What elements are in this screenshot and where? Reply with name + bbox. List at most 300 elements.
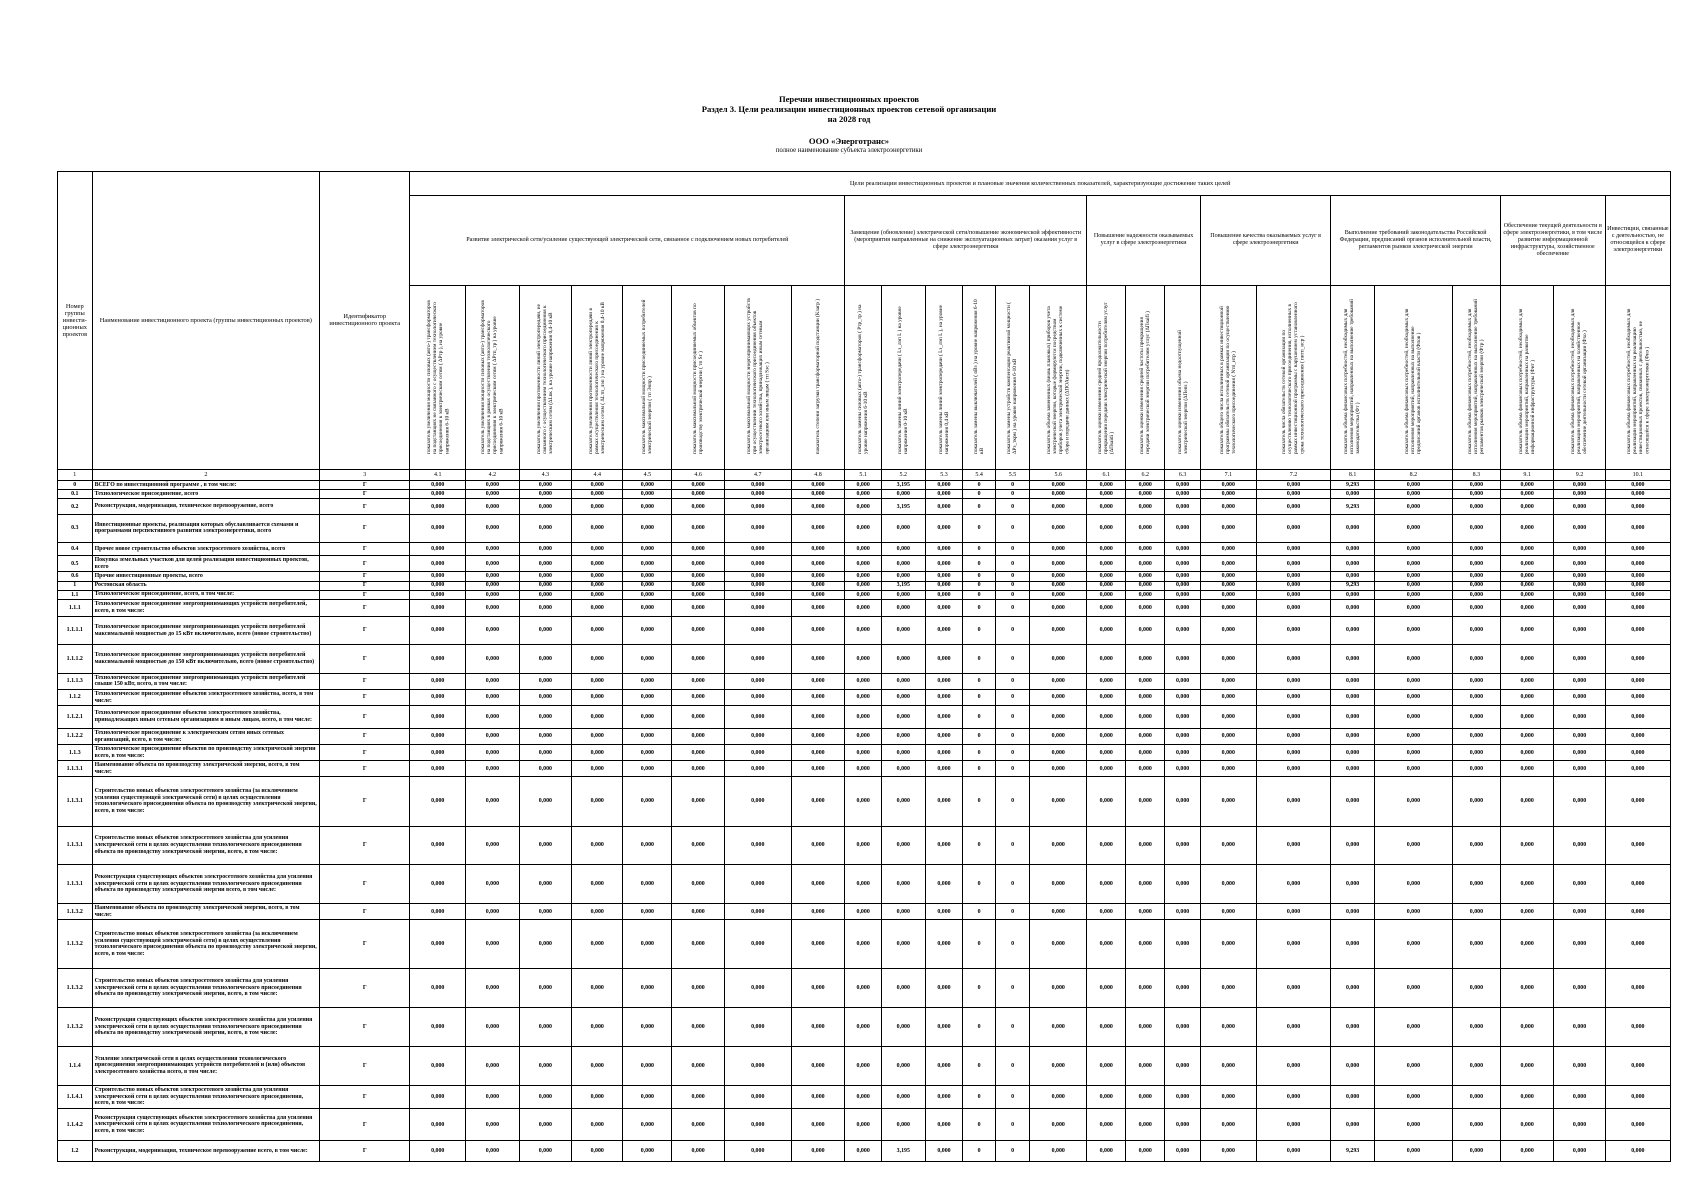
value-cell: 0,000 xyxy=(1087,590,1126,599)
value-cell: 0,000 xyxy=(791,920,845,969)
value-cell: 0,000 xyxy=(572,645,623,674)
value-cell: 0 xyxy=(995,865,1030,904)
value-cell: 0,000 xyxy=(724,599,791,616)
value-cell: 0,000 xyxy=(845,1141,882,1162)
value-cell: 0,000 xyxy=(1030,777,1087,826)
row-identifier: Г xyxy=(320,673,410,689)
header-sub-cell xyxy=(995,286,1030,470)
value-cell: 0,000 xyxy=(1165,1085,1201,1109)
table-row xyxy=(58,761,1671,777)
value-cell: 0,000 xyxy=(1452,490,1500,499)
value-cell: 0,000 xyxy=(845,904,882,920)
header-sub-label: показатель объема финансовых потребностей, необходимых для исполнения мероприятий, направленных на выполнение требований регламентов рынков электрической энергии (Фтр ) xyxy=(1467,299,1486,455)
table-row xyxy=(58,515,1671,542)
value-cell: 0,000 xyxy=(466,673,520,689)
value-cell: 0,000 xyxy=(1200,761,1256,777)
value-cell: 0,000 xyxy=(1554,745,1605,761)
value-cell: 0 xyxy=(963,706,995,729)
row-number: 1.1.3.2 xyxy=(58,904,93,920)
value-cell: 0 xyxy=(963,499,995,515)
value-cell: 0 xyxy=(963,728,995,744)
row-identifier: Г xyxy=(320,865,410,904)
value-cell: 0,000 xyxy=(466,645,520,674)
value-cell: 0,000 xyxy=(791,490,845,499)
value-cell: 0,000 xyxy=(623,706,672,729)
value-cell: 0,000 xyxy=(1500,689,1554,705)
value-cell: 0,000 xyxy=(1165,728,1201,744)
value-cell: 0 xyxy=(995,1085,1030,1109)
investment-goals-table xyxy=(57,171,1671,1162)
value-cell: 0,000 xyxy=(724,689,791,705)
table-row xyxy=(58,1109,1671,1141)
table-row xyxy=(58,920,1671,969)
value-cell: 0,000 xyxy=(724,1141,791,1162)
value-cell: 0 xyxy=(995,599,1030,616)
header-sub-cell xyxy=(925,286,963,470)
value-cell: 0,000 xyxy=(1605,706,1670,729)
value-cell: 0,000 xyxy=(724,645,791,674)
value-cell: 0,000 xyxy=(623,969,672,1008)
value-cell: 0,000 xyxy=(1605,599,1670,616)
value-cell: 0,000 xyxy=(1452,556,1500,572)
value-cell: 0,000 xyxy=(672,673,724,689)
value-cell: 0,000 xyxy=(1605,1046,1670,1085)
value-cell: 0,000 xyxy=(791,761,845,777)
value-cell: 0,000 xyxy=(519,556,571,572)
row-number: 1.2 xyxy=(58,1141,93,1162)
row-name: Реконструкция существующих объектов электросетевого хозяйства для усиления электрической сети в целях осуществления технологического присоединения, всего, в том числе: xyxy=(92,1109,320,1141)
value-cell: 0,000 xyxy=(1452,599,1500,616)
value-cell: 0,000 xyxy=(1331,1008,1374,1047)
value-cell: 0,000 xyxy=(1126,542,1165,556)
value-cell: 0,000 xyxy=(572,581,623,590)
value-cell: 0,000 xyxy=(724,1008,791,1047)
header-sub-label: показатель объема финансовых потребностей, необходимых для реализации мероприятий, направленных на хозяйственное обеспечение деятельности сетевой организации (Фхо ) xyxy=(1570,308,1589,455)
value-cell: 0,000 xyxy=(1165,1008,1201,1047)
row-name: Технологическое присоединение объектов электросетевого хозяйства, принадлежащих иным сетевым организациям и иным лицам, всего, в том числе: xyxy=(92,706,320,729)
value-cell: 0,000 xyxy=(1605,761,1670,777)
value-cell: 0 xyxy=(963,673,995,689)
table-row xyxy=(58,556,1671,572)
value-cell: 0,000 xyxy=(1331,616,1374,645)
value-cell: 0,000 xyxy=(882,728,925,744)
value-cell: 0,000 xyxy=(466,616,520,645)
row-name: Реконструкция, модернизация, техническое перевооружение всего, в том числе: xyxy=(92,1141,320,1162)
value-cell: 0,000 xyxy=(623,599,672,616)
value-cell: 0,000 xyxy=(925,777,963,826)
value-cell: 0,000 xyxy=(466,706,520,729)
value-cell: 0,000 xyxy=(791,745,845,761)
value-cell: 0,000 xyxy=(1087,1008,1126,1047)
value-cell: 0,000 xyxy=(845,673,882,689)
value-cell: 0,000 xyxy=(1605,728,1670,744)
value-cell: 0,000 xyxy=(1165,745,1201,761)
value-cell: 0,000 xyxy=(1554,920,1605,969)
value-cell: 0,000 xyxy=(466,728,520,744)
value-cell: 0,000 xyxy=(1087,1046,1126,1085)
value-cell: 0,000 xyxy=(1374,1046,1452,1085)
value-cell: 0,000 xyxy=(724,1085,791,1109)
row-name: Наименование объекта по производству электрической энергии, всего, в том числе: xyxy=(92,761,320,777)
value-cell: 0,000 xyxy=(466,904,520,920)
value-cell: 0,000 xyxy=(466,599,520,616)
column-number: 5.5 xyxy=(995,469,1030,480)
value-cell: 0,000 xyxy=(623,490,672,499)
value-cell: 0,000 xyxy=(519,490,571,499)
header-sub-label: показатель объема финансовых потребностей, необходимых для исполнения мероприятий, направленных на выполнение требований законодательства (Фт ) xyxy=(1343,299,1362,455)
value-cell: 0,000 xyxy=(1087,761,1126,777)
value-cell: 0,000 xyxy=(1452,645,1500,674)
value-cell: 0,000 xyxy=(1605,616,1670,645)
value-cell: 0,000 xyxy=(882,761,925,777)
value-cell: 0,000 xyxy=(1087,645,1126,674)
value-cell: 0,000 xyxy=(925,542,963,556)
row-number: 1.1.3 xyxy=(58,745,93,761)
value-cell: 0,000 xyxy=(1126,1141,1165,1162)
value-cell: 0 xyxy=(995,1046,1030,1085)
value-cell: 0,000 xyxy=(572,1109,623,1141)
value-cell: 0,000 xyxy=(1452,865,1500,904)
row-name: Покупка земельных участков для целей реализации инвестиционных проектов, всего xyxy=(92,556,320,572)
value-cell: 0,000 xyxy=(845,920,882,969)
value-cell: 0,000 xyxy=(925,1046,963,1085)
value-cell: 0,000 xyxy=(724,1046,791,1085)
value-cell: 0,000 xyxy=(1331,706,1374,729)
value-cell: 0,000 xyxy=(1165,761,1201,777)
value-cell: 0 xyxy=(963,689,995,705)
header-sub-cell xyxy=(1452,286,1500,470)
value-cell: 0,000 xyxy=(1374,826,1452,865)
value-cell: 0,000 xyxy=(672,826,724,865)
value-cell: 0,000 xyxy=(519,920,571,969)
value-cell: 0,000 xyxy=(519,590,571,599)
value-cell: 0,000 xyxy=(672,745,724,761)
value-cell: 0,000 xyxy=(1374,499,1452,515)
value-cell: 0,000 xyxy=(791,904,845,920)
value-cell: 0,000 xyxy=(724,865,791,904)
value-cell: 0,000 xyxy=(1554,1008,1605,1047)
value-cell: 0,000 xyxy=(1087,728,1126,744)
value-cell: 0,000 xyxy=(1605,556,1670,572)
value-cell: 0,000 xyxy=(466,865,520,904)
value-cell: 0,000 xyxy=(672,689,724,705)
value-cell: 0,000 xyxy=(845,616,882,645)
value-cell: 0,000 xyxy=(1030,515,1087,542)
value-cell: 0,000 xyxy=(791,572,845,581)
header-sub-cell xyxy=(1331,286,1374,470)
column-number: 8.1 xyxy=(1331,469,1374,480)
value-cell: 9,293 xyxy=(1331,1141,1374,1162)
value-cell: 0,000 xyxy=(1605,515,1670,542)
value-cell: 0,000 xyxy=(1256,481,1331,490)
header-sub-cell xyxy=(1256,286,1331,470)
value-cell: 0,000 xyxy=(1165,490,1201,499)
value-cell: 0,000 xyxy=(1374,689,1452,705)
value-cell: 0,000 xyxy=(1452,777,1500,826)
header-sub-cell xyxy=(1200,286,1256,470)
value-cell: 0,000 xyxy=(572,1085,623,1109)
value-cell: 0,000 xyxy=(1452,728,1500,744)
value-cell: 0 xyxy=(995,920,1030,969)
value-cell: 0,000 xyxy=(1331,542,1374,556)
value-cell: 0,000 xyxy=(1374,590,1452,599)
value-cell: 0,000 xyxy=(1605,865,1670,904)
table-row xyxy=(58,826,1671,865)
value-cell: 0 xyxy=(995,645,1030,674)
value-cell: 0 xyxy=(995,673,1030,689)
value-cell: 0,000 xyxy=(1126,1008,1165,1047)
value-cell: 0,000 xyxy=(1452,1141,1500,1162)
value-cell: 0,000 xyxy=(925,865,963,904)
value-cell: 0,000 xyxy=(1500,572,1554,581)
value-cell: 0,000 xyxy=(410,706,466,729)
value-cell: 0,000 xyxy=(1087,490,1126,499)
value-cell: 0,000 xyxy=(623,581,672,590)
value-cell: 0,000 xyxy=(1605,645,1670,674)
header-sub-label: показатель замены силовых (авто-) трансформаторов ( Ртр_тр ) на уровне напряжения 6-10 кВ xyxy=(857,304,870,455)
value-cell: 0,000 xyxy=(672,1085,724,1109)
value-cell: 0,000 xyxy=(845,745,882,761)
value-cell: 0,000 xyxy=(572,777,623,826)
value-cell: 0,000 xyxy=(1087,689,1126,705)
value-cell: 0,000 xyxy=(1087,920,1126,969)
value-cell: 0,000 xyxy=(1331,1046,1374,1085)
value-cell: 0,000 xyxy=(1200,673,1256,689)
column-number: 5.1 xyxy=(845,469,882,480)
value-cell: 3,195 xyxy=(882,499,925,515)
value-cell: 0,000 xyxy=(623,481,672,490)
value-cell: 0,000 xyxy=(1087,1109,1126,1141)
value-cell: 0,000 xyxy=(1200,490,1256,499)
value-cell: 0,000 xyxy=(572,904,623,920)
table-row xyxy=(58,865,1671,904)
value-cell: 0,000 xyxy=(672,515,724,542)
value-cell: 0,000 xyxy=(1554,581,1605,590)
value-cell: 0,000 xyxy=(410,515,466,542)
value-cell: 0,000 xyxy=(1256,969,1331,1008)
table-row xyxy=(58,599,1671,616)
value-cell: 0,000 xyxy=(791,826,845,865)
value-cell: 0,000 xyxy=(623,616,672,645)
value-cell: 0,000 xyxy=(1256,865,1331,904)
value-cell: 0,000 xyxy=(1452,689,1500,705)
value-cell: 0,000 xyxy=(724,920,791,969)
table-row xyxy=(58,590,1671,599)
value-cell: 0,000 xyxy=(1500,599,1554,616)
column-number: 6.3 xyxy=(1165,469,1201,480)
value-cell: 0,000 xyxy=(466,1109,520,1141)
value-cell: 0,000 xyxy=(925,1141,963,1162)
value-cell: 0,000 xyxy=(466,1141,520,1162)
value-cell: 0,000 xyxy=(466,1046,520,1085)
value-cell: 0,000 xyxy=(791,673,845,689)
value-cell: 0,000 xyxy=(466,581,520,590)
row-number: 0.4 xyxy=(58,542,93,556)
value-cell: 0,000 xyxy=(572,865,623,904)
value-cell: 0,000 xyxy=(1331,969,1374,1008)
value-cell: 0,000 xyxy=(1256,556,1331,572)
header-group-4: Повышение качества оказываемых услуг в сфере электроэнергетики xyxy=(1200,195,1330,285)
value-cell: 0,000 xyxy=(1500,645,1554,674)
value-cell: 0,000 xyxy=(623,1109,672,1141)
value-cell: 0,000 xyxy=(672,761,724,777)
value-cell: 0 xyxy=(963,1141,995,1162)
value-cell: 0,000 xyxy=(845,865,882,904)
row-name: Технологическое присоединение, всего xyxy=(92,490,320,499)
value-cell: 0,000 xyxy=(410,920,466,969)
value-cell: 0,000 xyxy=(1605,826,1670,865)
row-identifier: Г xyxy=(320,1141,410,1162)
value-cell: 0,000 xyxy=(1256,920,1331,969)
value-cell: 0,000 xyxy=(1374,581,1452,590)
value-cell: 0,000 xyxy=(623,689,672,705)
value-cell: 0,000 xyxy=(519,728,571,744)
value-cell: 0,000 xyxy=(1200,706,1256,729)
value-cell: 0,000 xyxy=(791,556,845,572)
row-identifier: Г xyxy=(320,826,410,865)
title-line-1: Перечни инвестиционных проектов xyxy=(778,94,920,104)
value-cell: 0,000 xyxy=(1500,581,1554,590)
header-sub-cell xyxy=(845,286,882,470)
header-sub-cell xyxy=(882,286,925,470)
row-number: 1.1.3.2 xyxy=(58,920,93,969)
value-cell: 0,000 xyxy=(1374,556,1452,572)
value-cell: 0,000 xyxy=(724,777,791,826)
value-cell: 0,000 xyxy=(519,826,571,865)
value-cell: 0,000 xyxy=(845,515,882,542)
value-cell: 0,000 xyxy=(1087,1141,1126,1162)
value-cell: 0,000 xyxy=(1452,904,1500,920)
value-cell: 0,000 xyxy=(1030,581,1087,590)
header-sub-cell xyxy=(672,286,724,470)
title-line-3: на 2028 год xyxy=(827,114,871,124)
column-number: 8.2 xyxy=(1374,469,1452,480)
value-cell: 0,000 xyxy=(1165,572,1201,581)
header-sub-cell xyxy=(1126,286,1165,470)
value-cell: 0,000 xyxy=(1087,706,1126,729)
value-cell: 0,000 xyxy=(623,645,672,674)
value-cell: 0,000 xyxy=(1087,572,1126,581)
value-cell: 0,000 xyxy=(925,745,963,761)
value-cell: 0,000 xyxy=(623,777,672,826)
value-cell: 0,000 xyxy=(1256,673,1331,689)
value-cell: 0,000 xyxy=(1030,542,1087,556)
value-cell: 0,000 xyxy=(466,590,520,599)
value-cell: 0,000 xyxy=(1374,777,1452,826)
value-cell: 0,000 xyxy=(882,515,925,542)
value-cell: 0,000 xyxy=(845,1085,882,1109)
value-cell: 0,000 xyxy=(572,616,623,645)
value-cell: 0,000 xyxy=(925,490,963,499)
value-cell: 0 xyxy=(995,481,1030,490)
value-cell: 0,000 xyxy=(1500,728,1554,744)
value-cell: 0,000 xyxy=(1030,689,1087,705)
row-identifier: Г xyxy=(320,969,410,1008)
header-sub-label: показатель объема финансовых потребностей, необходимых для исполнения мероприятий, направленных на выполнение предписаний органов исполнительной власти (Фпов ) xyxy=(1404,308,1423,455)
value-cell: 0,000 xyxy=(1126,706,1165,729)
value-cell: 0,000 xyxy=(1200,904,1256,920)
value-cell: 0,000 xyxy=(1554,572,1605,581)
value-cell: 0,000 xyxy=(1452,1109,1500,1141)
row-identifier: Г xyxy=(320,616,410,645)
value-cell: 0 xyxy=(963,515,995,542)
value-cell: 0,000 xyxy=(882,599,925,616)
value-cell: 0,000 xyxy=(466,920,520,969)
value-cell: 0,000 xyxy=(1331,777,1374,826)
value-cell: 0,000 xyxy=(1374,1141,1452,1162)
value-cell: 0,000 xyxy=(1200,1109,1256,1141)
value-cell: 0,000 xyxy=(519,1046,571,1085)
value-cell: 0,000 xyxy=(1452,706,1500,729)
table-row xyxy=(58,645,1671,674)
value-cell: 0,000 xyxy=(1200,572,1256,581)
value-cell: 0,000 xyxy=(845,599,882,616)
value-cell: 0,000 xyxy=(1605,689,1670,705)
value-cell: 0,000 xyxy=(1200,865,1256,904)
value-cell: 0,000 xyxy=(1452,616,1500,645)
value-cell: 0,000 xyxy=(1256,826,1331,865)
table-row xyxy=(58,572,1671,581)
value-cell: 0 xyxy=(963,645,995,674)
value-cell: 0 xyxy=(995,728,1030,744)
row-identifier: Г xyxy=(320,572,410,581)
value-cell: 0,000 xyxy=(882,904,925,920)
header-group-5: Выполнение требований законодательства Российской Федерации, предписаний органов исполнительной власти, регламентов рынков электрической энергии xyxy=(1331,195,1501,285)
value-cell: 0,000 xyxy=(519,745,571,761)
header-sub-label: показатель максимальной мощности энергопринимающих устройств при осуществлении технологического присоединения объектов электросетевого хозяйства, принадлежащих иным сетевым организациям или иным лицам ( тп Sэс ) xyxy=(745,298,770,455)
value-cell: 0,000 xyxy=(1605,581,1670,590)
value-cell: 0,000 xyxy=(1331,865,1374,904)
value-cell: 0,000 xyxy=(1200,556,1256,572)
value-cell: 0,000 xyxy=(724,761,791,777)
value-cell: 0,000 xyxy=(791,728,845,744)
value-cell: 0,000 xyxy=(882,865,925,904)
value-cell: 0,000 xyxy=(791,645,845,674)
value-cell: 0,000 xyxy=(1554,590,1605,599)
header-sub-label: показатель оценки изменения средней продолжительности прекращения передачи электрической энергии потребителям услуг (ΔПsaidi ) xyxy=(1097,302,1116,455)
value-cell: 0,000 xyxy=(572,481,623,490)
value-cell: 0,000 xyxy=(1452,572,1500,581)
header-sub-label: показатель оценки изменения объема недоотпущенной электрической энергии (ΔПens ) xyxy=(1176,330,1189,455)
value-cell: 0,000 xyxy=(1165,1109,1201,1141)
value-cell: 0,000 xyxy=(1500,969,1554,1008)
value-cell: 0,000 xyxy=(1605,572,1670,581)
value-cell: 0,000 xyxy=(1452,542,1500,556)
value-cell: 0,000 xyxy=(672,590,724,599)
value-cell: 0,000 xyxy=(1126,499,1165,515)
value-cell: 0,000 xyxy=(410,689,466,705)
value-cell: 0 xyxy=(963,1046,995,1085)
value-cell: 0 xyxy=(963,599,995,616)
value-cell: 0,000 xyxy=(1030,1008,1087,1047)
value-cell: 0,000 xyxy=(1030,745,1087,761)
organization-name: ООО «Энерготранс» xyxy=(808,136,890,146)
value-cell: 0 xyxy=(963,904,995,920)
value-cell: 0,000 xyxy=(1500,1085,1554,1109)
value-cell: 0,000 xyxy=(1165,581,1201,590)
value-cell: 0,000 xyxy=(466,761,520,777)
value-cell: 0,000 xyxy=(410,581,466,590)
value-cell: 0 xyxy=(963,581,995,590)
table-row xyxy=(58,542,1671,556)
value-cell: 0,000 xyxy=(724,728,791,744)
value-cell: 0,000 xyxy=(1087,745,1126,761)
value-cell: 0,000 xyxy=(1087,673,1126,689)
value-cell: 0,000 xyxy=(845,581,882,590)
value-cell: 0,000 xyxy=(1165,616,1201,645)
row-identifier: Г xyxy=(320,515,410,542)
value-cell: 0,000 xyxy=(672,969,724,1008)
